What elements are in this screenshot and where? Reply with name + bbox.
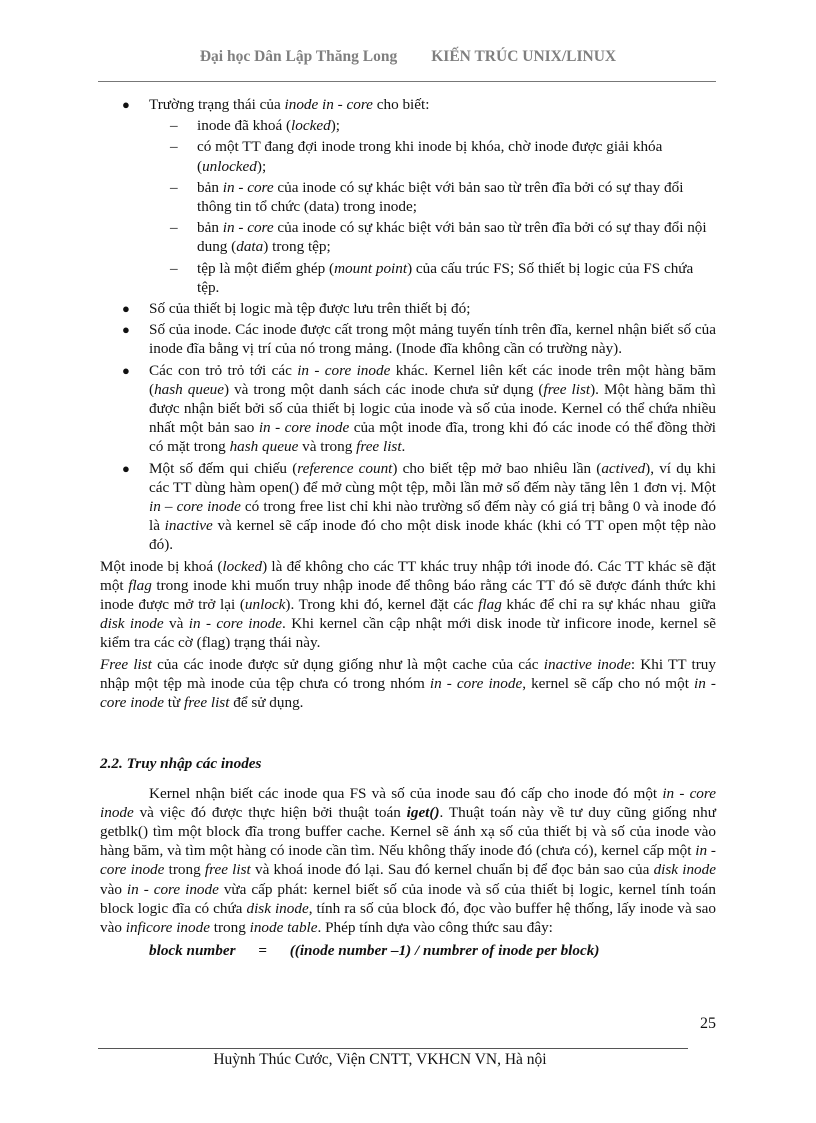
sub-list-item xyxy=(148,116,716,135)
bullet-dot-icon: ● xyxy=(122,362,130,378)
page-footer: Huỳnh Thúc Cước, Viện CNTT, VKHCN VN, Hà nội xyxy=(213,1051,547,1068)
section-title: 2.2. Truy nhập các inodes xyxy=(100,755,262,773)
bullet-dot-icon: ● xyxy=(122,301,130,317)
bullet-text: Một số đếm qui chiếu (reference count) cho biết tệp mở bao nhiêu lần (actived), ví dụ khi các TT dùng hàm open() để mở cùng một tệp, mỗi lần mở số đếm này tăng lên 1 đơn vị. Một in – core inode có trong free list chỉ khi nào trường số đếm này có giá trị bằng 0 và inode đó là inactive và kernel sẽ cấp inode đó cho một disk inode khác (khi có TT open một tệp nào đó). xyxy=(149,459,716,554)
dash-icon: – xyxy=(170,117,178,135)
paragraph-locked: Một inode bị khoá (locked) là để không cho các TT khác truy nhập tới inode đó. Các TT khác sẽ đặt một flag trong inode khi muốn truy nhập inode để thông báo rằng các TT đó sẽ được đánh thức khi inode được mở trở lại (unlock). Trong khi đó, kernel đặt các flag khác để chỉ ra sự khác nhau giữa disk inode và in - core inode. Khi kernel cần cập nhật mới disk inode từ inficore inode, kernel sẽ kiểm tra các cờ (flag) trạng thái này. xyxy=(100,557,717,652)
dash-icon: – xyxy=(170,138,178,156)
sub-list-item xyxy=(148,137,716,175)
dash-icon: – xyxy=(170,259,178,277)
bullet-list xyxy=(100,95,716,555)
formula-rhs: ((inode number –1) / numbrer of inode per block) xyxy=(289,942,600,960)
sub-list xyxy=(149,116,716,297)
page-header xyxy=(0,48,816,66)
bullet-text: Số của inode. Các inode được cất trong một mảng tuyến tính trên đĩa, kernel nhận biết số của inode đĩa bằng vị trí của nó trong mảng. (Inode đĩa không cần có trường này). xyxy=(149,321,716,358)
bullet-item xyxy=(100,361,716,457)
bullet-dot-icon: ● xyxy=(122,97,130,112)
header-university: Đại học Dân Lập Thăng Long xyxy=(199,48,398,65)
formula-eq: = xyxy=(258,942,267,960)
bullet-text: Các con trỏ trỏ tới các in - core inode khác. Kernel liên kết các inode trên một hàng băm (hash queue) và trong một danh sách các inode chưa sử dụng (free list). Một hàng băm thì được nhận biết bởi số của thiết bị logic của inode và số của inode. Kernel có thể chứa nhiều nhất một bản sao in - core inode của một inode đĩa, trong khi đó các inode có thể đồng thời có mặt trong hash queue và trong free list. xyxy=(149,361,717,456)
bullet-item xyxy=(100,459,716,555)
bullet-dot-icon: ● xyxy=(122,322,130,338)
footer-rule xyxy=(98,1048,688,1049)
page-content xyxy=(100,95,716,960)
dash-icon: – xyxy=(170,219,178,237)
bullet-item xyxy=(100,95,716,297)
bullet-item xyxy=(100,299,716,318)
sub-list-text: bản in - core của inode có sự khác biệt với bản sao từ trên đĩa bởi có sự thay đổi thông tin tổ chức (data) trong inode; xyxy=(197,178,684,216)
sub-list-text: có một TT đang đợi inode trong khi inode bị khóa, chờ inode được giải khóa (unlocked); xyxy=(197,138,663,175)
dash-icon: – xyxy=(170,178,178,196)
sub-list-text: inode đã khoá (locked); xyxy=(197,117,340,135)
sub-list-text: tệp là một điểm ghép (mount point) của cấu trúc FS; Số thiết bị logic của FS chứa tệp. xyxy=(197,259,694,296)
section-body: Kernel nhận biết các inode qua FS và số của inode sau đó cấp cho inode đó một in - core inode và việc đó được thực hiện bởi thuật toán iget(). Thuật toán này về tư duy cũng giống như getblk() tìm một block đĩa trong buffer cache. Kernel sẽ ánh xạ số của thiết bị và số của inode vào hàng băm, và tìm một hàng có inode cần tìm. Nếu không thấy inode đó (chưa có), kernel cấp một in - core inode trong free list và khoá inode đó lại. Sau đó kernel chuẩn bị để đọc bản sao của disk inode vào in - core inode vừa cấp phát: kernel biết số của inode và số của thiết bị logic, kernel tính toán block logic đĩa có chứa disk inode, tính ra số của block đó, đọc vào buffer hệ thống, lấy inode và sao vào inficore inode trong inode table. Phép tính dựa vào công thức sau đây: xyxy=(100,784,716,936)
bullet-item xyxy=(100,320,716,358)
header-rule xyxy=(98,81,716,82)
bullet-text: Số của thiết bị logic mà tệp được lưu trên thiết bị đó; xyxy=(149,300,471,318)
formula-lhs: block number xyxy=(149,942,236,960)
sub-list-item xyxy=(148,218,716,256)
sub-list-item xyxy=(148,259,716,297)
paragraph-free-list: Free list của các inode được sử dụng giống như là một cache của các inactive inode: Khi TT truy nhập một tệp mà inode của tệp chưa có trong nhóm in - core inode, kernel sẽ cấp cho nó một in - core inode từ free list để sử dụng. xyxy=(100,655,716,712)
bullet-dot-icon: ● xyxy=(122,460,130,476)
bullet-text: Trường trạng thái của inode in - core cho biết: xyxy=(149,96,430,113)
header-course: KIẾN TRÚC UNIX/LINUX xyxy=(431,48,617,65)
sub-list-item xyxy=(148,178,716,216)
page-number: 25 xyxy=(700,1015,716,1032)
sub-list-text: bản in - core của inode có sự khác biệt với bản sao từ trên đĩa bởi có sự thay đổi nội dung (data) trong tệp; xyxy=(197,219,707,256)
formula xyxy=(100,941,716,960)
